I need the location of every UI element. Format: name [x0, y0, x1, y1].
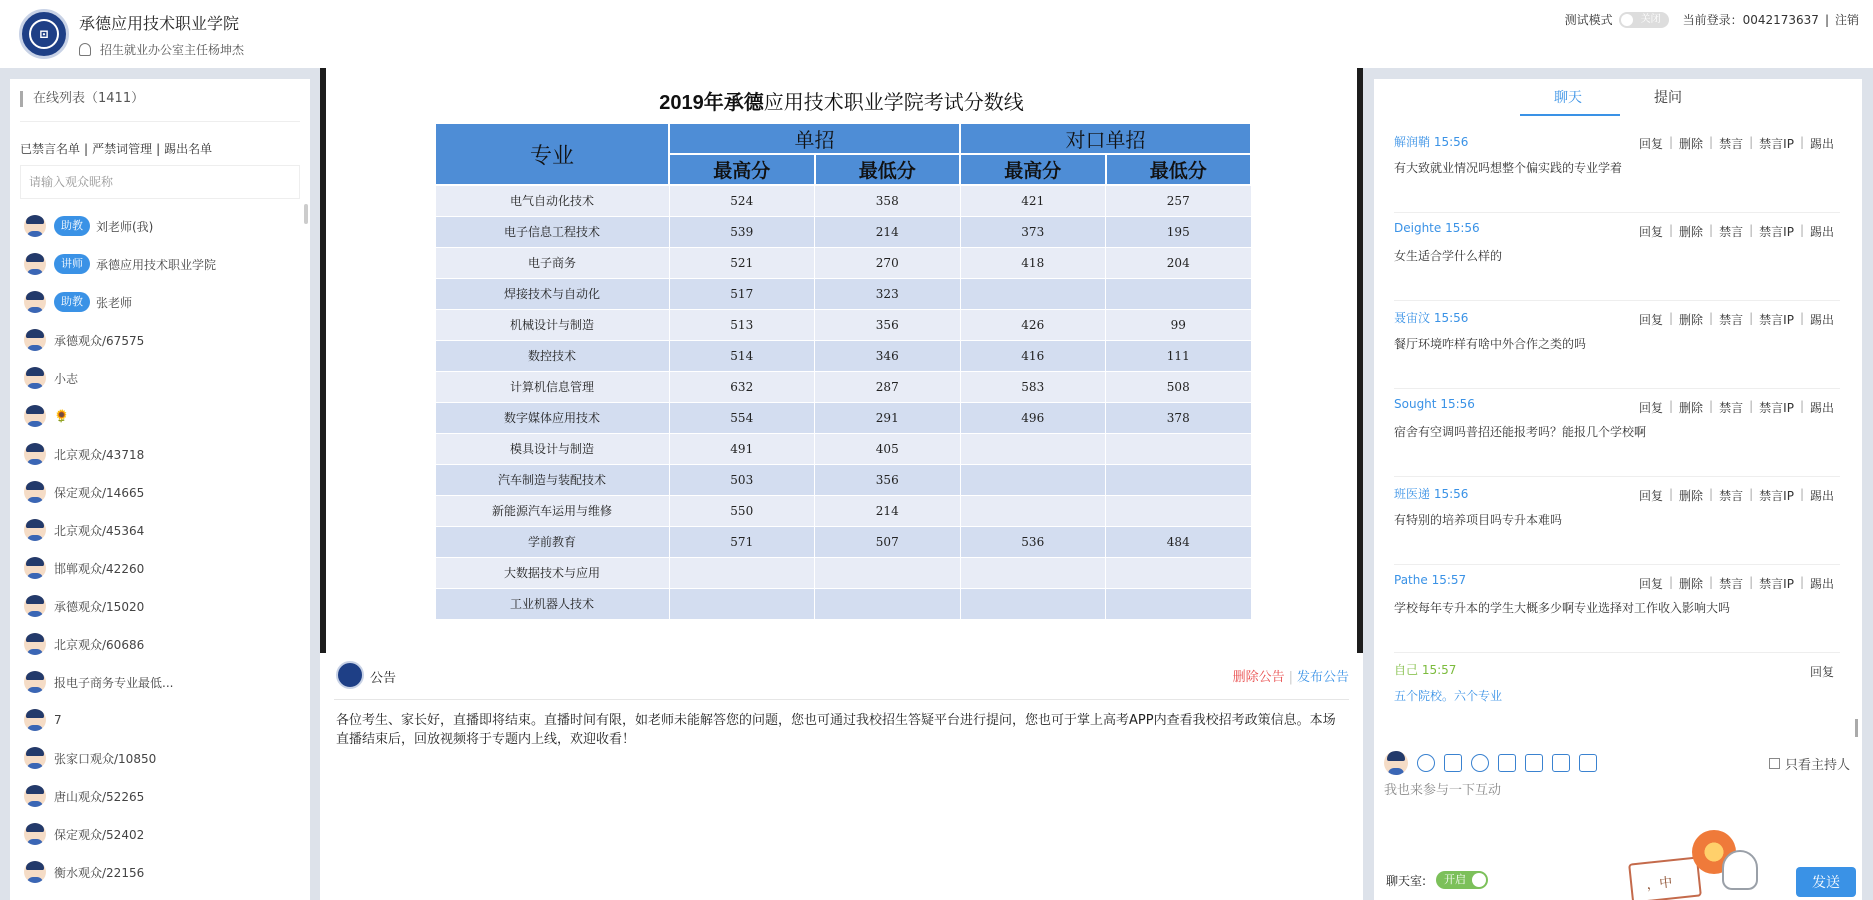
message-action-button[interactable]: 删除	[1679, 489, 1704, 503]
message-action-button[interactable]: 回复	[1638, 489, 1663, 503]
major-cell: 工业机器人技术	[435, 588, 669, 619]
score-cell: 195	[1106, 216, 1252, 247]
role-badge: 讲师	[54, 254, 90, 274]
message-text: 有特别的培养项目吗专升本难吗	[1394, 513, 1563, 527]
message-actions: 回复 | 删除 | 禁言 | 禁言IP | 踢出	[1633, 223, 1840, 240]
score-cell	[1106, 464, 1252, 495]
message-action-button[interactable]: 禁言IP	[1759, 137, 1794, 151]
message-action-button[interactable]: 禁言IP	[1759, 489, 1794, 503]
school-logo-small	[336, 661, 364, 689]
avatar	[24, 671, 46, 693]
score-cell: 421	[960, 185, 1106, 216]
user-list-item[interactable]	[24, 245, 294, 283]
score-cell	[815, 588, 961, 619]
user-list-item[interactable]	[24, 549, 294, 587]
presenter-name: 招生就业办公室主任杨坤杰	[100, 43, 245, 57]
document-icon[interactable]	[1552, 754, 1570, 772]
score-cell: 508	[1106, 371, 1252, 402]
score-cell: 214	[815, 495, 961, 526]
score-cell: 554	[669, 402, 815, 433]
major-cell: 电气自动化技术	[435, 185, 669, 216]
score-cell: 491	[669, 433, 815, 464]
major-cell: 学前教育	[435, 526, 669, 557]
single-recruit-header: 单招	[669, 123, 960, 154]
score-cell: 287	[815, 371, 961, 402]
user-name: 承德观众/15020	[54, 599, 145, 614]
message-action-button[interactable]: 禁言	[1719, 313, 1744, 327]
score-cell: 484	[1106, 526, 1252, 557]
message-action-button[interactable]: 禁言IP	[1759, 401, 1794, 415]
score-cell: 571	[669, 526, 815, 557]
min-score-header: 最低分	[815, 154, 961, 185]
score-cell: 536	[960, 526, 1106, 557]
chat-message	[1394, 213, 1840, 301]
user-name: 北京观众/45364	[54, 523, 145, 538]
scrollbar[interactable]	[304, 204, 308, 224]
avatar	[24, 633, 46, 655]
user-name: 承德应用技术职业学院	[96, 257, 217, 272]
avatar	[24, 595, 46, 617]
user-name: 承德观众/67575	[54, 333, 145, 348]
message-action-button[interactable]: 删除	[1679, 137, 1704, 151]
delete-announcement-button[interactable]: 删除公告	[1232, 670, 1285, 685]
only-host-label: 只看主持人	[1784, 758, 1850, 773]
user-list-item[interactable]	[24, 359, 294, 397]
major-cell: 焊接技术与自动化	[435, 278, 669, 309]
role-badge: 助教	[54, 216, 90, 236]
mascot-icon	[1722, 850, 1758, 890]
header-right: 测试模式 关闭 当前登录：0042173637 | 注销	[1564, 12, 1859, 27]
test-mode-label: 测试模式	[1564, 13, 1613, 27]
chat-toolbar	[1384, 751, 1606, 775]
message-action-button[interactable]: 禁言	[1719, 489, 1744, 503]
major-cell: 电子商务	[435, 247, 669, 278]
user-name: 保定观众/52402	[54, 827, 145, 842]
score-cell: 521	[669, 247, 815, 278]
score-cell: 426	[960, 309, 1106, 340]
table-row	[435, 371, 1251, 402]
message-author[interactable]: Deighte 15:56	[1394, 221, 1480, 235]
calendar-icon[interactable]	[1444, 754, 1462, 772]
avatar	[24, 785, 46, 807]
send-button[interactable]: 发送	[1796, 867, 1856, 897]
user-list-item[interactable]	[24, 853, 294, 891]
table-row	[435, 464, 1251, 495]
tab-chat[interactable]: 聊天	[1554, 90, 1582, 106]
score-cell	[1106, 588, 1252, 619]
message-action-button[interactable]: 踢出	[1809, 577, 1834, 591]
score-table	[434, 122, 1252, 620]
table-row	[435, 340, 1251, 371]
score-cell: 356	[815, 464, 961, 495]
score-cell: 356	[815, 309, 961, 340]
score-cell: 204	[1106, 247, 1252, 278]
message-actions: 回复 | 删除 | 禁言 | 禁言IP | 踢出	[1633, 487, 1840, 504]
message-action-button[interactable]: 删除	[1679, 401, 1704, 415]
announcement-actions: 删除公告 | 发布公告	[1232, 670, 1349, 685]
message-action-button[interactable]: 踢出	[1809, 401, 1834, 415]
message-action-button[interactable]: 回复	[1638, 401, 1663, 415]
message-list	[1394, 125, 1840, 741]
user-name: 衡水观众/22156	[54, 865, 145, 880]
score-cell: 416	[960, 340, 1106, 371]
message-actions: 回复 | 删除 | 禁言 | 禁言IP | 踢出	[1633, 135, 1840, 152]
avatar	[24, 519, 46, 541]
score-cell	[1106, 278, 1252, 309]
user-name: 7	[54, 713, 62, 727]
chat-panel	[1374, 79, 1862, 900]
message-text: 有大致就业情况吗想整个偏实践的专业学着	[1394, 161, 1623, 175]
major-cell: 数字媒体应用技术	[435, 402, 669, 433]
viewer-search-input[interactable]	[20, 165, 300, 199]
publish-announcement-button[interactable]: 发布公告	[1296, 670, 1349, 685]
message-action-button[interactable]: 踢出	[1809, 225, 1834, 239]
table-row	[435, 495, 1251, 526]
user-name: 北京观众/43718	[54, 447, 145, 462]
score-cell: 583	[960, 371, 1106, 402]
user-list-item[interactable]	[24, 663, 294, 701]
table-row	[435, 433, 1251, 464]
kicked-list-link[interactable]: 踢出名单	[164, 142, 213, 156]
message-text: 餐厅环境咋样有啥中外合作之类的吗	[1394, 337, 1587, 351]
message-actions	[1804, 663, 1840, 680]
user-list-item[interactable]	[24, 511, 294, 549]
score-cell	[1106, 557, 1252, 588]
avatar[interactable]	[1384, 751, 1408, 775]
message-action-button[interactable]: 回复	[1638, 225, 1663, 239]
major-cell: 新能源汽车运用与维修	[435, 495, 669, 526]
avatar	[24, 405, 46, 427]
avatar	[24, 861, 46, 883]
chat-message	[1394, 125, 1840, 213]
max-score-header: 最高分	[669, 154, 815, 185]
user-name: 小志	[54, 371, 79, 386]
gift-icon[interactable]	[1471, 754, 1489, 772]
message-action-button[interactable]: 踢出	[1809, 489, 1834, 503]
score-cell: 99	[1106, 309, 1252, 340]
edit-icon[interactable]	[1525, 754, 1543, 772]
avatar	[24, 747, 46, 769]
score-cell: 550	[669, 495, 815, 526]
score-cell: 632	[669, 371, 815, 402]
avatar	[24, 557, 46, 579]
table-row	[435, 526, 1251, 557]
role-badge: 助教	[54, 292, 90, 312]
message-action-button[interactable]: 回复	[1638, 137, 1663, 151]
major-cell: 计算机信息管理	[435, 371, 669, 402]
major-header: 专业	[435, 123, 669, 185]
max-score-header: 最高分	[960, 154, 1106, 185]
avatar	[24, 329, 46, 351]
message-action-button[interactable]: 禁言IP	[1759, 225, 1794, 239]
score-cell	[669, 588, 815, 619]
chat-message	[1394, 389, 1840, 477]
score-cell: 507	[815, 526, 961, 557]
announcement-panel	[320, 653, 1363, 900]
score-cell: 358	[815, 185, 961, 216]
decoration-mascot	[1630, 820, 1770, 900]
score-cell	[960, 433, 1106, 464]
message-action-button[interactable]: 踢出	[1809, 313, 1834, 327]
user-name: 张老师	[96, 295, 133, 310]
avatar	[24, 367, 46, 389]
score-cell: 214	[815, 216, 961, 247]
avatar	[24, 291, 46, 313]
user-name: 刘老师(我)	[96, 219, 154, 234]
score-cell	[960, 588, 1106, 619]
message-text: 学校每年专升本的学生大概多少啊专业选择对工作收入影响大吗	[1394, 601, 1731, 615]
score-cell: 514	[669, 340, 815, 371]
avatar	[24, 253, 46, 275]
user-list-item[interactable]	[24, 283, 294, 321]
avatar	[24, 443, 46, 465]
chat-message	[1394, 653, 1840, 741]
score-cell: 257	[1106, 185, 1252, 216]
table-row	[435, 278, 1251, 309]
user-list-item[interactable]	[24, 435, 294, 473]
score-cell	[815, 557, 961, 588]
user-list-item[interactable]	[24, 473, 294, 511]
user-list-item[interactable]	[24, 207, 294, 245]
user-list-item[interactable]	[24, 701, 294, 739]
user-name: 张家口观众/10850	[54, 751, 157, 766]
message-action-button[interactable]: 踢出	[1809, 137, 1834, 151]
message-action-button[interactable]: 禁言	[1719, 577, 1744, 591]
test-mode-toggle[interactable]: 关闭	[1619, 12, 1669, 28]
major-cell: 模具设计与制造	[435, 433, 669, 464]
message-author[interactable]: 聂宙汶 15:56	[1394, 311, 1469, 325]
table-row	[435, 588, 1251, 619]
score-cell: 111	[1106, 340, 1252, 371]
table-row	[435, 309, 1251, 340]
user-name: 报电子商务专业最低...	[54, 675, 174, 690]
message-action-button[interactable]: 禁言	[1719, 137, 1744, 151]
major-cell: 大数据技术与应用	[435, 557, 669, 588]
message-action-button[interactable]: 删除	[1679, 225, 1704, 239]
banned-words-link[interactable]: 严禁词管理	[92, 142, 153, 156]
muted-list-link[interactable]: 已禁言名单	[20, 142, 81, 156]
user-list-item[interactable]	[24, 625, 294, 663]
message-actions: 回复 | 删除 | 禁言 | 禁言IP | 踢出	[1633, 311, 1840, 328]
message-action-button[interactable]: 禁言	[1719, 401, 1744, 415]
score-cell: 373	[960, 216, 1106, 247]
user-name: 🌻	[54, 409, 69, 423]
tab-questions[interactable]: 提问	[1654, 90, 1682, 106]
message-author: 自己 15:57	[1394, 663, 1457, 677]
message-action-button[interactable]: 回复	[1638, 313, 1663, 327]
avatar	[24, 481, 46, 503]
image-icon[interactable]	[1579, 754, 1597, 772]
table-row	[435, 185, 1251, 216]
user-name: 保定观众/14665	[54, 485, 145, 500]
logout-link[interactable]: 注销	[1834, 13, 1859, 27]
user-list-item[interactable]	[24, 321, 294, 359]
table-row	[435, 557, 1251, 588]
user-list-item[interactable]	[24, 777, 294, 815]
only-host-filter[interactable]	[1769, 754, 1850, 773]
major-cell: 机械设计与制造	[435, 309, 669, 340]
message-text: 宿舍有空调吗普招还能报考吗？能报几个学校啊	[1394, 425, 1647, 439]
user-icon	[79, 43, 91, 56]
top-header	[0, 0, 1873, 68]
table-row	[435, 402, 1251, 433]
score-cell: 539	[669, 216, 815, 247]
score-cell: 270	[815, 247, 961, 278]
checkbox-icon[interactable]	[1498, 754, 1516, 772]
message-author[interactable]: 班医递 15:56	[1394, 487, 1469, 501]
user-name: 北京观众/60686	[54, 637, 145, 652]
message-action-button[interactable]: 删除	[1679, 577, 1704, 591]
user-list-item[interactable]	[24, 587, 294, 625]
score-cell	[960, 278, 1106, 309]
score-cell: 418	[960, 247, 1106, 278]
user-name: 邯郸观众/42260	[54, 561, 145, 576]
message-author[interactable]: 解润鞘 15:56	[1394, 135, 1469, 149]
active-tab-indicator	[1520, 114, 1620, 116]
score-cell: 496	[960, 402, 1106, 433]
table-title: 2019年承德应用技术职业学院考试分数线	[659, 92, 1024, 114]
min-score-header: 最低分	[1106, 154, 1252, 185]
user-list-item[interactable]	[24, 739, 294, 777]
message-action-button[interactable]: 删除	[1679, 313, 1704, 327]
score-cell	[960, 557, 1106, 588]
chat-message	[1394, 565, 1840, 653]
message-action-button[interactable]: 回复	[1638, 577, 1663, 591]
score-cell: 323	[815, 278, 961, 309]
table-row	[435, 216, 1251, 247]
score-cell	[960, 495, 1106, 526]
scrollbar[interactable]	[1855, 719, 1858, 737]
vocational-recruit-header: 对口单招	[960, 123, 1251, 154]
message-text: 五个院校。六个专业	[1394, 689, 1503, 703]
avatar	[24, 823, 46, 845]
message-text: 女生适合学什么样的	[1394, 249, 1503, 263]
score-cell: 524	[669, 185, 815, 216]
table-row	[435, 247, 1251, 278]
announcement-text: 各位考生、家长好，直播即将结束。直播时间有限，如老师未能解答您的问题，您也可通过我校招生答疑平台进行提问，您也可于掌上高考APP内查看我校招考政策信息。本场直播结束后，回放视频将于专题内上线，欢迎收看！	[336, 713, 1336, 747]
score-cell: 513	[669, 309, 815, 340]
score-cell	[960, 464, 1106, 495]
user-name: 唐山观众/52265	[54, 789, 145, 804]
online-list-panel	[10, 79, 310, 900]
score-cell	[1106, 433, 1252, 464]
major-cell: 电子信息工程技术	[435, 216, 669, 247]
presenter-info	[79, 41, 244, 58]
message-action-button[interactable]: 禁言IP	[1759, 577, 1794, 591]
presentation-stage	[320, 68, 1363, 653]
decoration-card: ，中	[1628, 856, 1702, 900]
chatroom-label: 聊天室:	[1386, 873, 1427, 888]
school-name: 承德应用技术职业学院	[79, 14, 240, 33]
score-cell: 517	[669, 278, 815, 309]
major-cell: 数控技术	[435, 340, 669, 371]
message-action-button[interactable]: 禁言	[1719, 225, 1744, 239]
score-cell: 346	[815, 340, 961, 371]
school-logo: ⊡	[19, 9, 69, 59]
chat-message	[1394, 301, 1840, 389]
user-list-item[interactable]	[24, 815, 294, 853]
user-list	[24, 207, 294, 891]
management-links: 已禁言名单 | 严禁词管理 | 踢出名单	[20, 142, 213, 156]
announcement-title: 公告	[370, 671, 397, 686]
score-cell: 378	[1106, 402, 1252, 433]
online-list-title: 在线列表（1411）	[20, 91, 144, 107]
score-cell: 503	[669, 464, 815, 495]
major-cell: 汽车制造与装配技术	[435, 464, 669, 495]
current-login: 当前登录：0042173637	[1682, 13, 1819, 27]
avatar	[24, 215, 46, 237]
message-actions: 回复 | 删除 | 禁言 | 禁言IP | 踢出	[1633, 575, 1840, 592]
avatar	[24, 709, 46, 731]
message-author[interactable]: Sought 15:56	[1394, 397, 1475, 411]
message-author[interactable]: Pathe 15:57	[1394, 573, 1467, 587]
reply-button[interactable]: 回复	[1809, 665, 1834, 679]
chatroom-toggle[interactable]: 开启	[1436, 871, 1488, 889]
chatroom-switch	[1386, 871, 1488, 889]
chat-tabs	[1374, 79, 1862, 117]
chat-message	[1394, 477, 1840, 565]
only-host-checkbox[interactable]	[1769, 758, 1780, 769]
message-actions: 回复 | 删除 | 禁言 | 禁言IP | 踢出	[1633, 399, 1840, 416]
score-cell	[1106, 495, 1252, 526]
emoji-icon[interactable]	[1417, 754, 1435, 772]
score-cell: 291	[815, 402, 961, 433]
user-list-item[interactable]	[24, 397, 294, 435]
score-cell: 405	[815, 433, 961, 464]
message-action-button[interactable]: 禁言IP	[1759, 313, 1794, 327]
score-cell	[669, 557, 815, 588]
